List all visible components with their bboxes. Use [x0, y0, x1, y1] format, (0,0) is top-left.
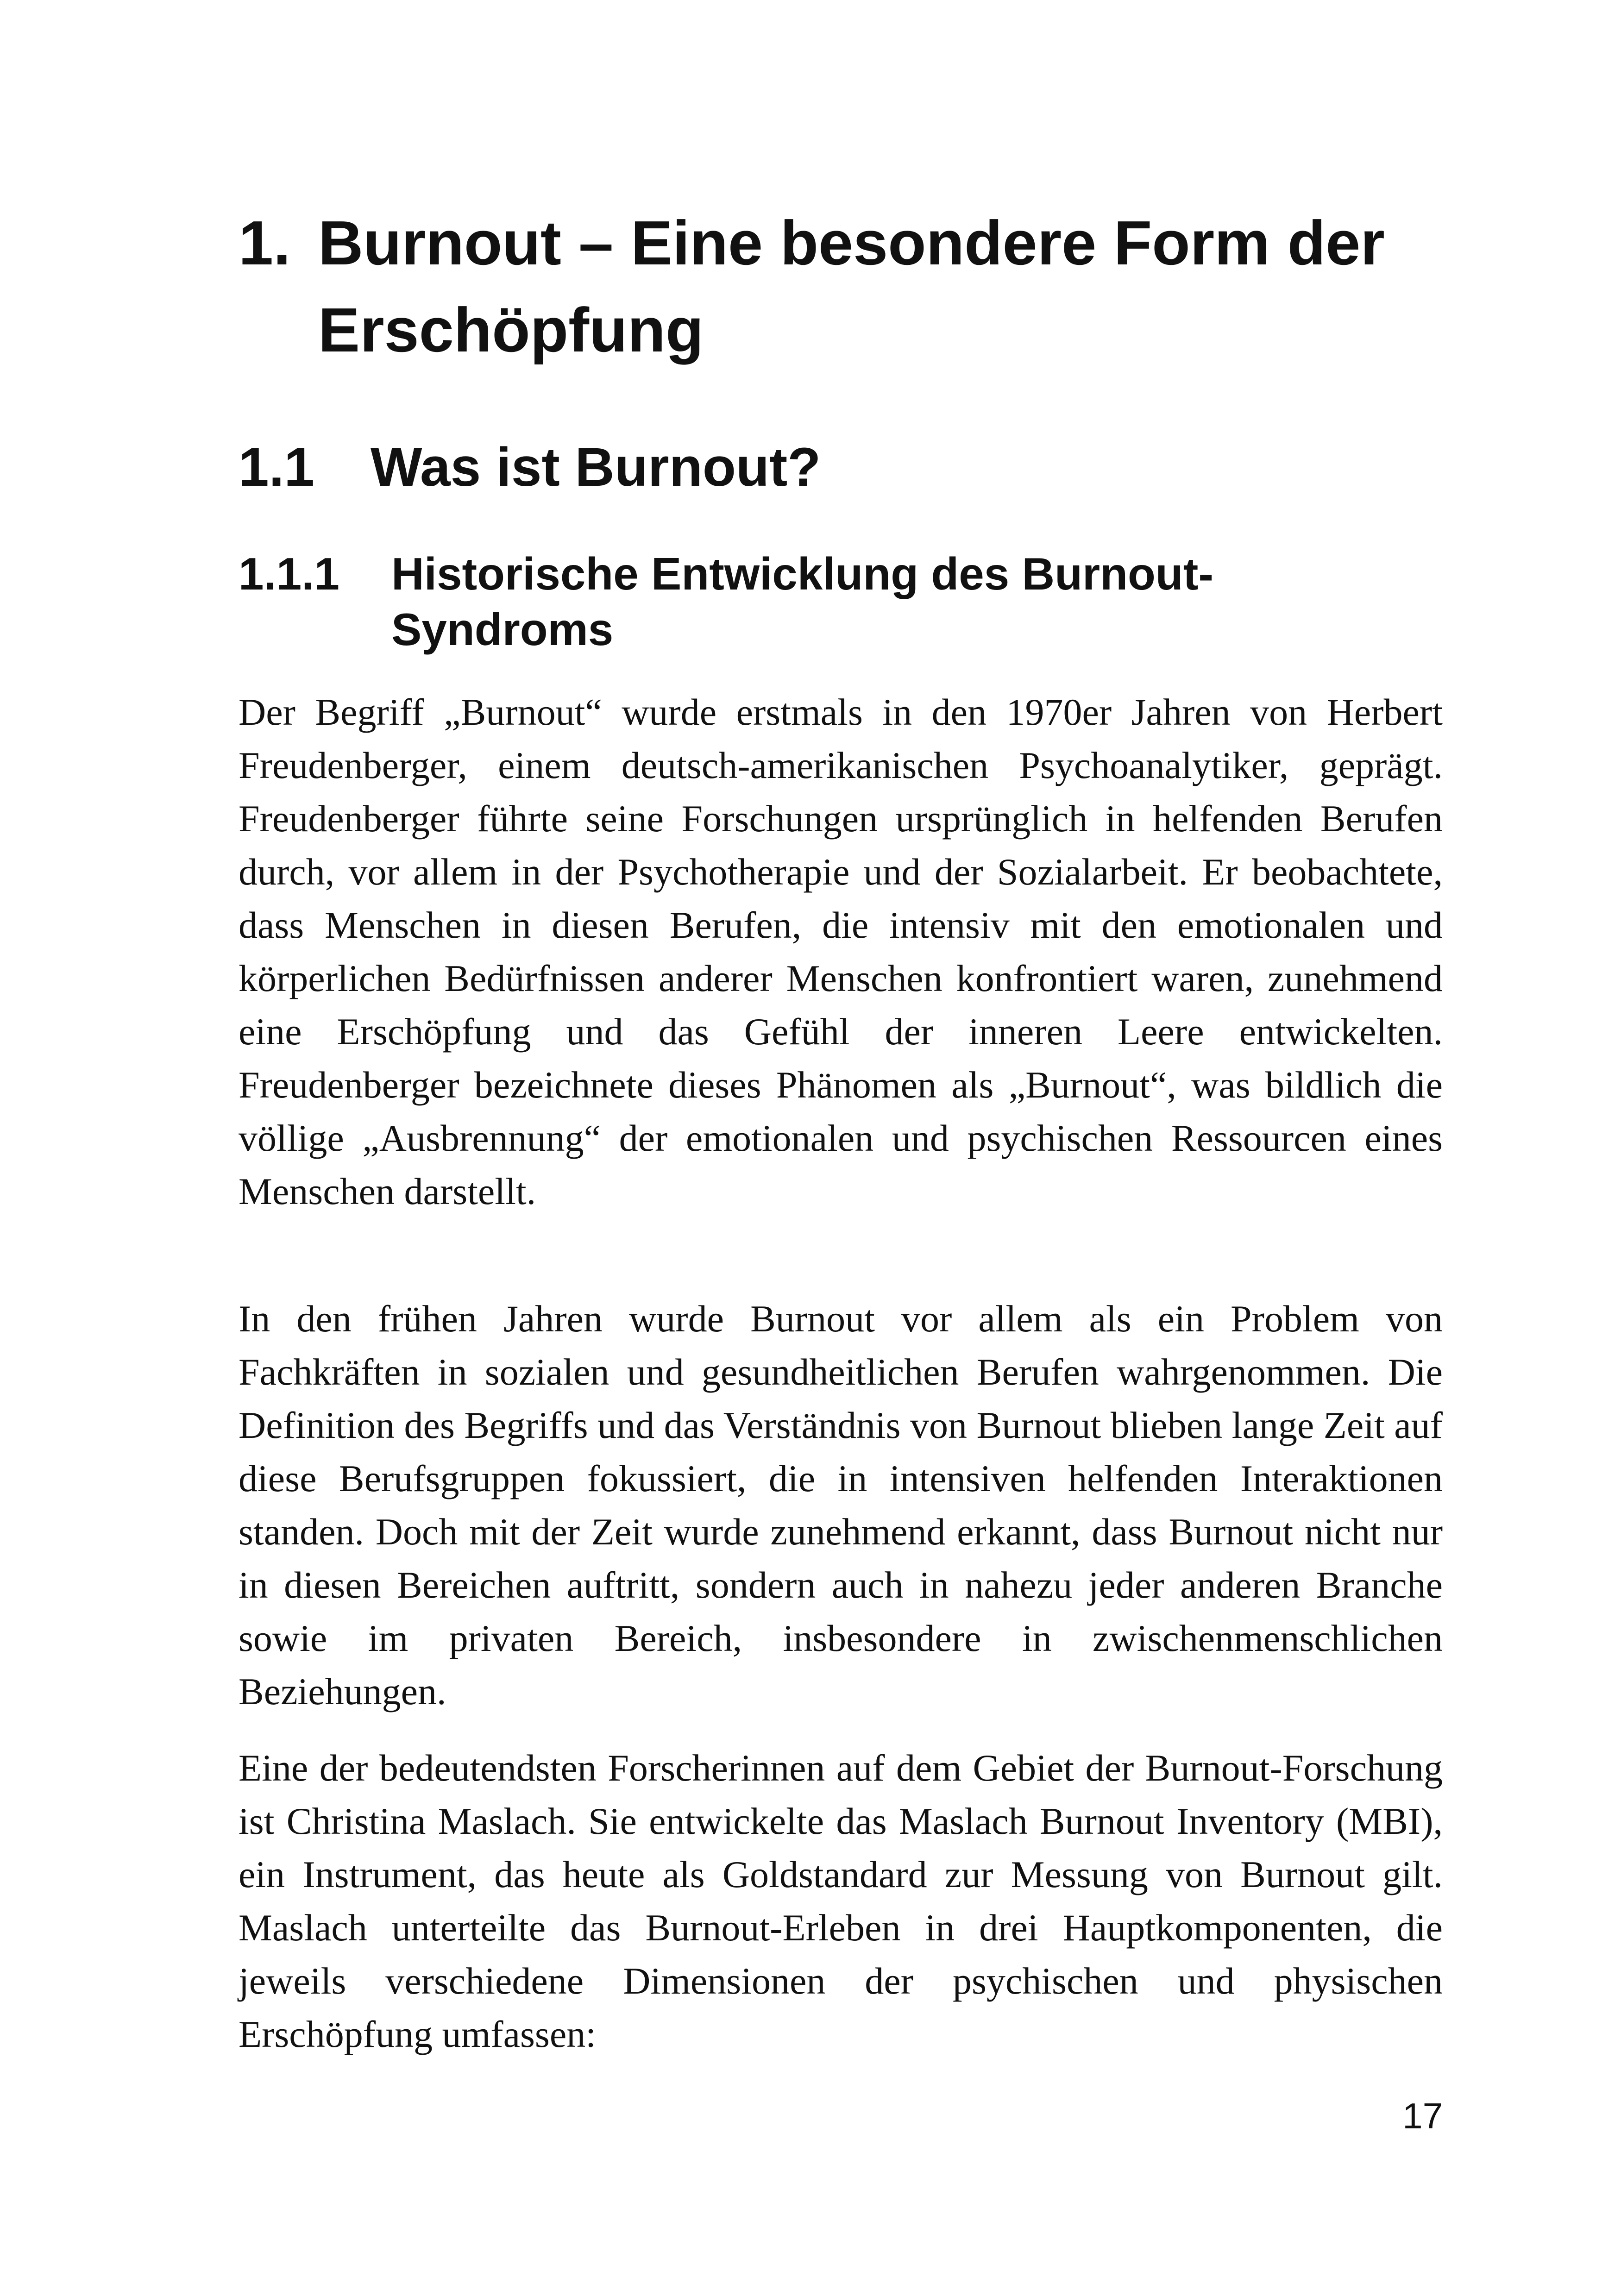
body-paragraph-1: Der Begriff „Burnout“ wurde erstmals in den 1970er Jahren von Herbert Freudenberger, einem deutsch-amerikanischen Psychoanalytiker, geprägt. Freudenberger führte seine Forschungen ursprünglich in helfenden Berufen durch, vor allem in der Psychotherapie und der Sozialarbeit. Er beobachtete, dass Menschen in diesen Berufen, die intensiv mit den emotionalen und körperlichen Bedürfnissen anderer Menschen konfrontiert waren, zunehmend eine Erschöpfung und das Gefühl der inneren Leere entwickelten. Freudenberger bezeichnete dieses Phänomen als „Burnout“, was bildlich die völlige „Ausbrennung“ der emotionalen und psychischen Ressourcen eines Menschen darstellt.	[239, 691, 1443, 1212]
section-title: Was ist Burnout?	[371, 437, 821, 498]
subsection-title-line1: Historische Entwicklung des Burnout-	[391, 548, 1214, 599]
section-number: 1.1	[239, 437, 315, 498]
chapter-number: 1.	[239, 208, 291, 278]
chapter-title-line1: Burnout – Eine besondere Form der	[318, 208, 1385, 278]
subsection-number: 1.1.1	[239, 548, 339, 599]
chapter-title-line2: Erschöpfung	[318, 295, 704, 365]
body-paragraph-3: Eine der bedeutendsten Forscherinnen auf dem Gebiet der Burnout-Forschung ist Christina Maslach. Sie entwickelte das Maslach Burnout Inventory (MBI), ein Instrument, das heute als Goldstandard zur Messung von Burnout gilt. Maslach unterteilte das Burnout-Erleben in drei Hauptkomponenten, die jeweils verschiedene Dimensionen der psychischen und physischen Erschöpfung umfassen:	[239, 1747, 1443, 2055]
subsection-title-line2: Syndroms	[391, 604, 614, 655]
page-number: 17	[1402, 2095, 1443, 2136]
body-paragraph-2: In den frühen Jahren wurde Burnout vor allem als ein Problem von Fachkräften in sozialen und gesundheitlichen Berufen wahrgenommen. Die Definition des Begriffs und das Verständnis von Burnout blieben lange Zeit auf diese Berufsgruppen fokussiert, die in intensiven helfenden Interaktionen standen. Doch mit der Zeit wurde zunehmend erkannt, dass Burnout nicht nur in diesen Bereichen auftritt, sondern auch in nahezu jeder anderen Branche sowie im privaten Bereich, insbesondere in zwischenmenschlichen Beziehungen.	[239, 1298, 1443, 1713]
